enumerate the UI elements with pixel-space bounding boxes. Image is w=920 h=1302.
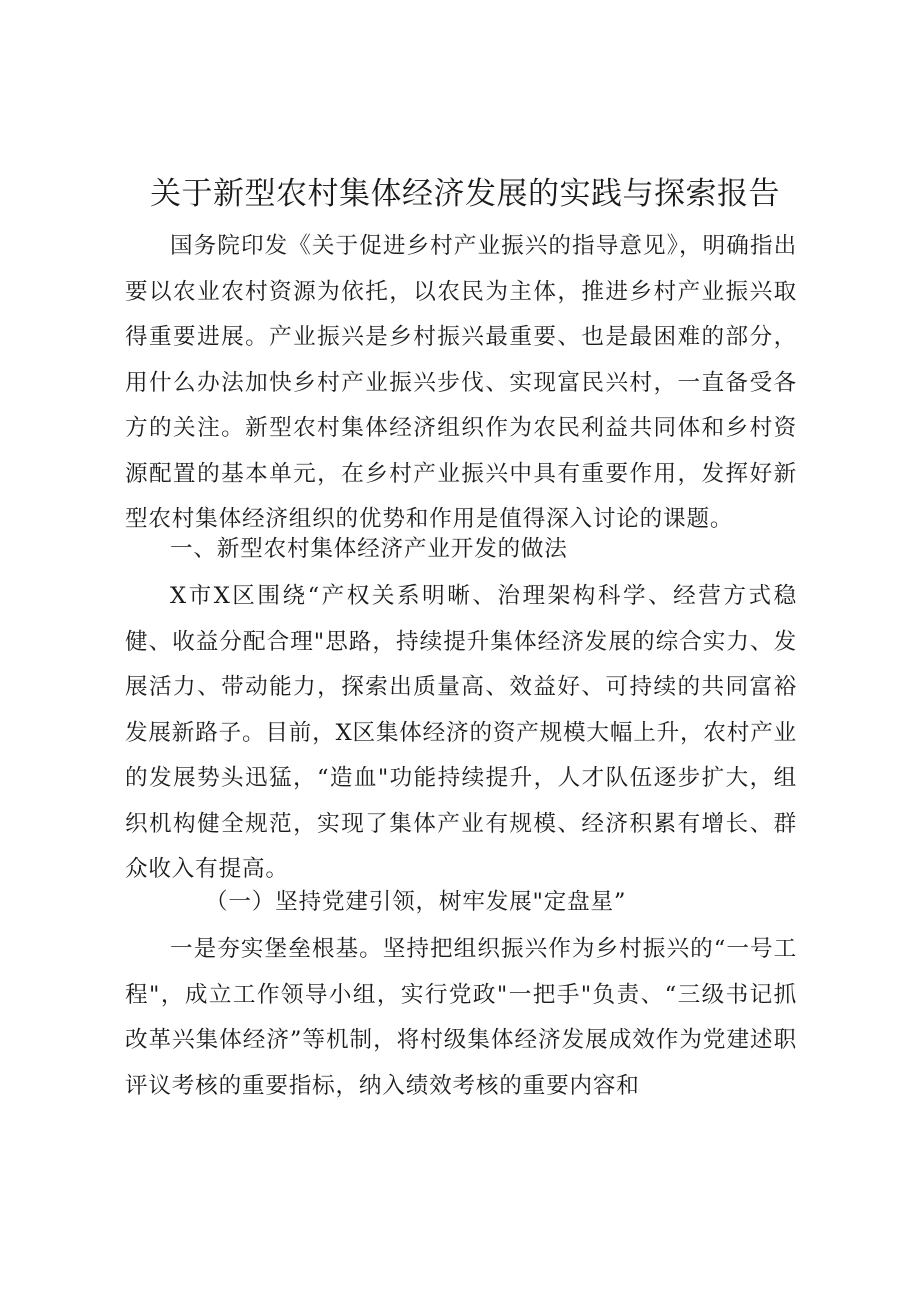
intro-paragraph: 国务院印发《关于促进乡村产业振兴的指导意见》，明确指出要以农业农村资源为依托，以农民为主体，推进乡村产业振兴取得重要进展。产业振兴是乡村振兴最重要、也是最困难的部分，用什么办法加快乡村产业振兴步伐、实现富民兴村，一直备受各方的关注。新型农村集体经济组织作为农民利益共同体和乡村资源配置的基本单元，在乡村产业振兴中具有重要作用，发挥好新型农村集体经济组织的优势和作用是值得深入讨论的课题。 bbox=[125, 233, 797, 532]
section-1-paragraph: X市X区围绕“产权关系明晰、治理架构科学、经营方式稳健、收益分配合理"思路，持续提升集体经济发展的综合实力、发展活力、带动能力，探索出质量高、效益好、可持续的共同富裕发展新路子。目前，X区集体经济的资产规模大幅上升，农村产业的发展势头迅猛，“造血"功能持续提升，人才队伍逐步扩大，组织机构健全规范，实现了集体产业有规模、经济积累有增长、群众收入有提高。 bbox=[125, 583, 797, 882]
subsection-1-paragraph: 一是夯实堡垒根基。坚持把组织振兴作为乡村振兴的“一号工程"，成立工作领导小组，实行党政"一把手"负责、“三级书记抓改革兴集体经济”等机制，将村级集体经济发展成效作为党建述职评议考核的重要指标，纳入绩效考核的重要内容和 bbox=[125, 936, 797, 1099]
document-title: 关于新型农村集体经济发展的实践与探索报告 bbox=[150, 176, 780, 212]
section-heading-1: 一、新型农村集体经济产业开发的做法 bbox=[170, 536, 568, 562]
subsection-heading-1: （一）坚持党建引领，树牢发展"定盘星” bbox=[205, 889, 627, 915]
